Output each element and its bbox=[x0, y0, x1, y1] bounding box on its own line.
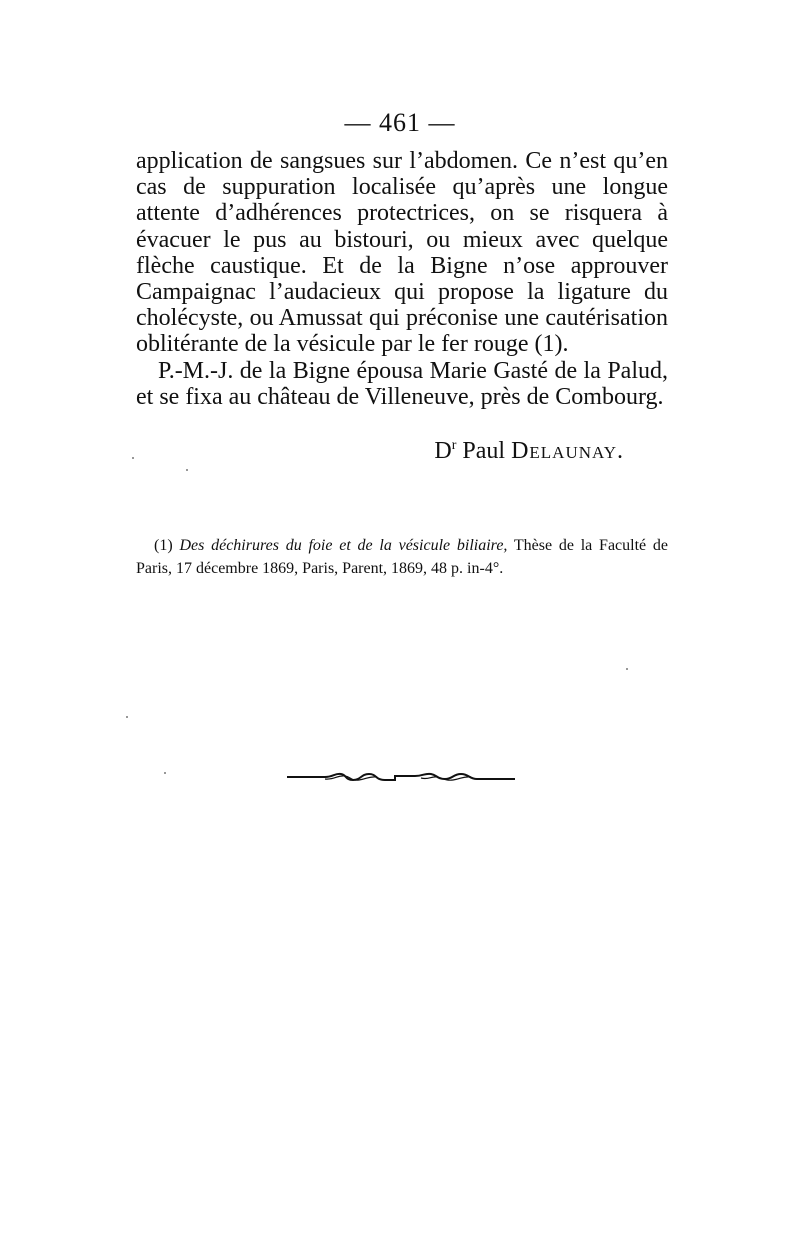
footnote-citation: Thèse de la Faculté de Paris, 17 décembre 1869, Paris, Parent, 1869, 48 p. in-4°. bbox=[136, 537, 669, 577]
footnote-title: Des déchirures du foie et de la vésicule biliaire, bbox=[179, 537, 508, 554]
signature-first-name: Paul bbox=[462, 438, 506, 464]
footnote-marker: (1) bbox=[154, 537, 173, 554]
page-number: — 461 — bbox=[344, 108, 456, 137]
print-speck bbox=[126, 716, 128, 718]
print-speck bbox=[186, 469, 188, 471]
footnote bbox=[136, 534, 668, 580]
print-speck bbox=[164, 772, 166, 774]
author-signature bbox=[434, 438, 624, 465]
print-speck bbox=[132, 457, 134, 459]
paragraph-1: application de sangsues sur l’abdomen. Ce n’est qu’en cas de suppuration localisée qu’après une longue attente d’adhérences protectrices, on se risquera à évacuer le pus au bistouri, ou mieux avec quelque flèche caustique. Et de la Bigne n’ose approuver Campaignac l’audacieux qui propose la ligature du cholécyste, ou Amussat qui préconise une cautérisation oblitérante de la vésicule par le fer rouge (1). bbox=[136, 148, 668, 358]
print-speck bbox=[626, 668, 628, 670]
body-text bbox=[136, 148, 668, 410]
signature-title: $D^r$ bbox=[434, 438, 457, 464]
signature-last-name: Delaunay. bbox=[511, 438, 624, 464]
ornament-divider-icon bbox=[285, 768, 517, 786]
paragraph-2: P.-M.-J. de la Bigne épousa Marie Gasté de la Palud, et se fixa au château de Villeneuve, près de Combourg. bbox=[136, 357, 668, 410]
